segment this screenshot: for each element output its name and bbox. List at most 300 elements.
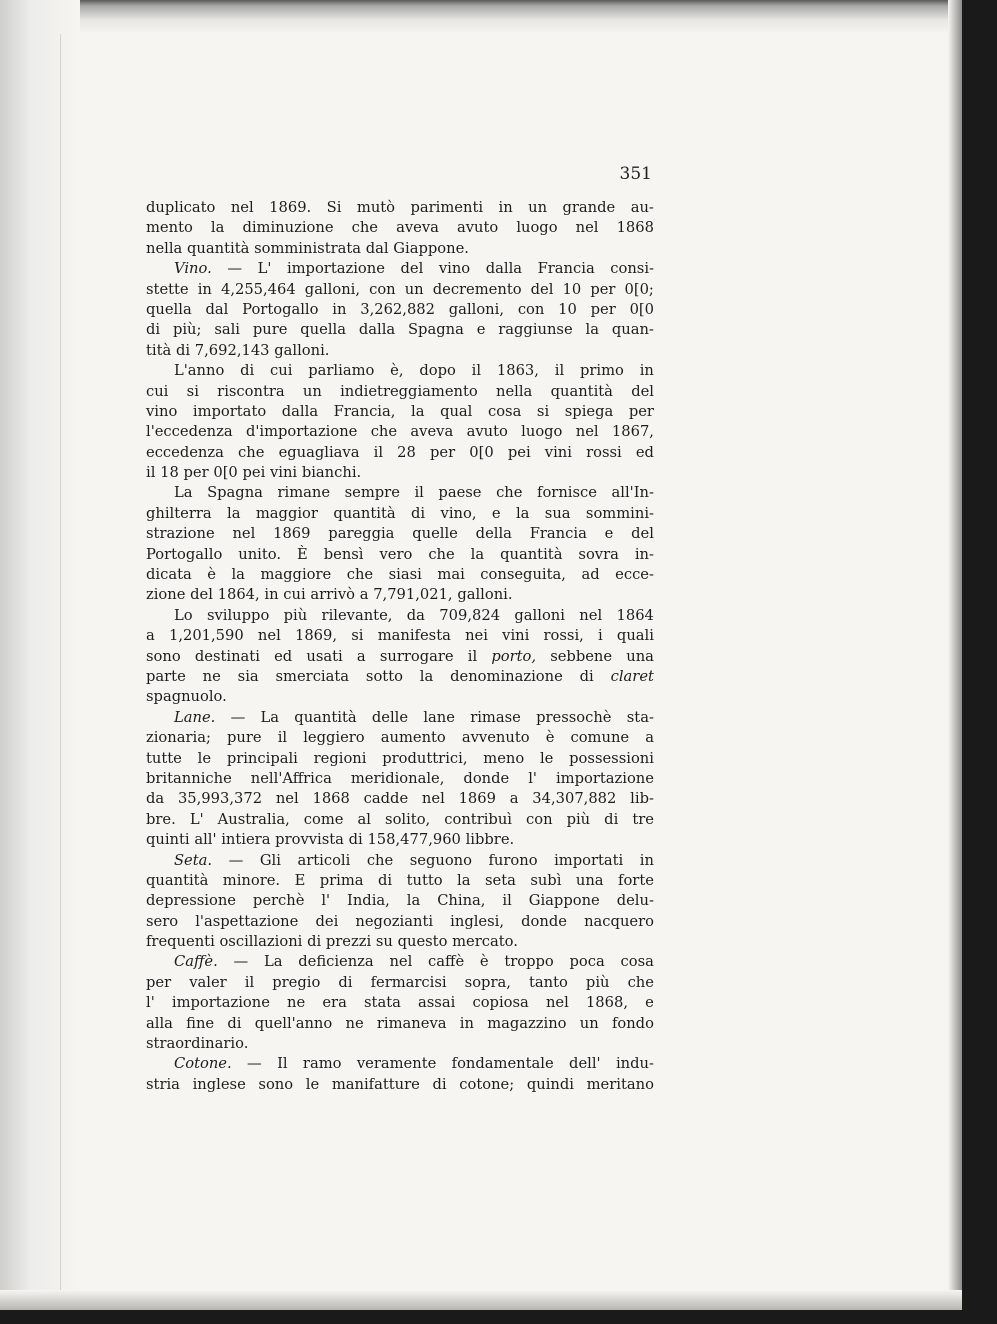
word: pure <box>227 729 262 747</box>
word: sommini- <box>585 504 654 522</box>
word: smerciata <box>275 667 350 685</box>
text-line <box>146 993 654 1013</box>
text-line <box>146 382 654 402</box>
text-line <box>146 708 654 728</box>
word: quantità <box>500 545 563 563</box>
word: nel <box>257 627 281 645</box>
word: luogo <box>521 423 563 441</box>
page-left-shadow <box>0 0 80 1310</box>
word: sviluppo <box>206 606 270 624</box>
word: porto, <box>491 647 537 665</box>
word: 1869 <box>273 525 311 543</box>
word: Australia, <box>217 810 290 828</box>
word: fondo <box>611 1014 654 1032</box>
word: L'anno <box>174 362 225 380</box>
word: Francia <box>529 525 587 543</box>
word: la <box>470 545 485 563</box>
word: 10 <box>562 280 582 298</box>
word: possessioni <box>569 749 654 767</box>
word: di <box>378 871 393 889</box>
word: su <box>375 933 393 951</box>
word: di <box>411 504 426 522</box>
word: dal <box>365 239 389 257</box>
word: nel <box>545 994 569 1012</box>
word: per <box>183 464 209 482</box>
word: — <box>247 1055 262 1073</box>
word: aveva <box>396 219 439 237</box>
word: rossi <box>586 443 622 461</box>
section-label: Lane. <box>174 708 216 726</box>
section-label: Seta. <box>174 851 213 869</box>
word: È <box>297 545 308 563</box>
word: prima <box>319 871 364 889</box>
word: vini <box>502 627 530 645</box>
word: il <box>414 484 424 502</box>
word: sia <box>237 667 259 685</box>
word: siasi <box>388 566 422 584</box>
word: sono <box>146 647 181 665</box>
text-line <box>146 1034 654 1054</box>
word: per <box>628 402 654 420</box>
word: L' <box>189 810 204 828</box>
text-line <box>146 1054 654 1074</box>
word: 1863, <box>496 362 539 380</box>
text-line <box>146 280 654 300</box>
word: del <box>631 382 654 400</box>
word: all' <box>194 831 217 849</box>
word: provvista <box>275 831 344 849</box>
word: nel <box>575 423 599 441</box>
word: e <box>476 321 486 339</box>
word: vino <box>146 402 178 420</box>
word: di <box>338 973 353 991</box>
word: galloni. <box>274 341 330 359</box>
word: si <box>186 382 199 400</box>
text-line <box>146 830 654 850</box>
word: cui <box>283 586 306 604</box>
word: bianchi. <box>301 464 362 482</box>
word: a <box>509 790 519 808</box>
word: la <box>515 504 530 522</box>
word: — <box>227 260 243 278</box>
word: solito, <box>385 810 431 828</box>
word: era <box>322 994 347 1012</box>
word: 1868 <box>616 219 654 237</box>
word: l' <box>321 892 331 910</box>
word: il <box>277 729 288 747</box>
word: magazzino <box>487 1014 567 1032</box>
word: e <box>645 994 654 1012</box>
word: libbre. <box>465 831 515 849</box>
word: tutte <box>146 749 182 767</box>
word: 1869, <box>294 627 338 645</box>
word: rimane <box>277 484 331 502</box>
text-line <box>146 545 654 565</box>
page-bottom-edge <box>0 1290 962 1310</box>
text-line <box>146 341 654 361</box>
word: è <box>479 953 489 971</box>
word: di <box>146 321 161 339</box>
word: di <box>227 1014 242 1032</box>
text-line <box>146 912 654 932</box>
word: produttrici, <box>382 749 468 767</box>
word: cotone; <box>459 1075 515 1093</box>
text-line <box>146 667 654 687</box>
word: il <box>244 973 255 991</box>
word: di <box>604 810 619 828</box>
word: nell'Affrica <box>250 769 332 787</box>
word: in <box>498 199 513 216</box>
word: deficienza <box>298 953 374 971</box>
word: Il <box>277 1055 288 1073</box>
word: quantità <box>187 239 250 257</box>
word: un <box>404 280 424 298</box>
word: stria <box>146 1075 180 1093</box>
word: è <box>207 566 216 584</box>
text-line <box>146 300 654 320</box>
word: fine <box>186 1014 215 1032</box>
word: quella <box>300 321 346 339</box>
word: nel <box>232 525 256 543</box>
word: forte <box>618 871 654 889</box>
word: in <box>639 362 654 380</box>
word: della <box>475 525 512 543</box>
word: 1869 <box>458 790 496 808</box>
word: più <box>566 810 591 828</box>
word: subì <box>530 871 562 889</box>
word: che <box>370 423 398 441</box>
word: quali <box>616 627 654 645</box>
word: strazione <box>146 525 215 543</box>
word: grande <box>562 199 616 216</box>
word: e <box>604 525 614 543</box>
word: 10 <box>558 300 577 318</box>
word: il <box>502 892 512 910</box>
text-line <box>146 218 654 238</box>
word: nel <box>575 219 599 237</box>
word: sta- <box>626 708 654 726</box>
word: da <box>406 606 425 624</box>
word: unito. <box>238 545 282 563</box>
word: Portogallo <box>146 545 223 563</box>
word: una <box>626 647 654 665</box>
word: nel <box>389 953 413 971</box>
word: spagnuolo. <box>146 688 227 706</box>
word: il <box>373 443 384 461</box>
word: 1864, <box>217 586 260 604</box>
word: perchè <box>252 892 305 910</box>
word: un <box>528 199 548 216</box>
word: in <box>332 300 347 318</box>
word: 0[0 <box>213 464 238 482</box>
text-line <box>146 973 654 993</box>
word: 0[0; <box>624 280 654 298</box>
text-line <box>146 198 654 218</box>
text-line <box>146 463 654 483</box>
word: che <box>238 443 265 461</box>
text-line <box>146 606 654 626</box>
text-line <box>146 259 654 279</box>
word: parimenti <box>410 199 484 216</box>
word: una <box>575 871 604 889</box>
word: spiega <box>564 402 614 420</box>
word: dalla <box>281 402 319 420</box>
word: di <box>175 341 191 359</box>
word: ne <box>202 667 221 685</box>
word: sali <box>214 321 241 339</box>
body-text <box>146 198 654 1095</box>
word: la <box>457 871 471 889</box>
word: importati <box>554 851 624 869</box>
word: pure <box>252 321 288 339</box>
word: 0[0 <box>469 443 494 461</box>
word: denominazione <box>450 667 563 685</box>
word: consi- <box>610 260 654 278</box>
text-line <box>146 789 654 809</box>
word: di <box>240 362 255 380</box>
text-line <box>146 891 654 911</box>
word: dell' <box>569 1055 601 1073</box>
word: sotto <box>365 667 403 685</box>
word: maggior <box>255 504 318 522</box>
word: 18 <box>160 464 179 482</box>
word: Si <box>326 199 342 216</box>
word: che <box>366 851 394 869</box>
word: tre <box>632 810 654 828</box>
word: un <box>579 1014 599 1032</box>
word: la <box>406 892 421 910</box>
word: meritano <box>586 1075 654 1093</box>
word: frequenti <box>146 933 215 951</box>
word: del <box>631 525 654 543</box>
word: 1869. <box>269 199 312 216</box>
word: pei <box>507 443 531 461</box>
word: all'In- <box>611 484 654 502</box>
word: fermarcisi <box>370 973 447 991</box>
word: ne <box>345 1014 364 1032</box>
word: bre. <box>146 810 176 828</box>
word: alla <box>146 1014 173 1032</box>
word: valer <box>189 973 227 991</box>
word: primo <box>579 362 624 380</box>
text-line <box>146 443 654 463</box>
word: vini <box>269 464 298 482</box>
word: al <box>357 810 371 828</box>
word: Portogallo <box>242 300 319 318</box>
word: per <box>146 973 172 991</box>
word: Francia <box>537 260 595 278</box>
page-top-shadow <box>0 0 962 34</box>
word: — <box>228 851 244 869</box>
word: au- <box>630 199 654 216</box>
word: stata <box>364 994 401 1012</box>
word: depressione <box>146 892 236 910</box>
word: indietreggiamento <box>340 382 478 400</box>
word: dicata <box>146 566 192 584</box>
word: vino, <box>440 504 477 522</box>
word: 709,824 <box>439 606 501 624</box>
word: il <box>146 464 156 482</box>
word: galloni. <box>457 586 513 604</box>
section-label: Cotone. <box>174 1055 232 1073</box>
word: dalla <box>358 321 396 339</box>
text-line <box>146 422 654 442</box>
word: dal <box>205 300 229 318</box>
word: nel <box>230 199 254 216</box>
word: zione <box>146 586 186 604</box>
word: dei <box>315 912 339 930</box>
section-label: Caffè. <box>174 953 218 971</box>
text-line <box>146 402 654 422</box>
word: 7,791,021, <box>373 586 453 604</box>
word: luogo <box>516 219 558 237</box>
word: la <box>419 667 434 685</box>
word: L' <box>257 260 272 278</box>
word: il <box>467 647 478 665</box>
word: che <box>627 973 654 991</box>
text-line <box>146 504 654 524</box>
word: un <box>302 382 322 400</box>
text-line <box>146 647 654 667</box>
word: con <box>526 810 553 828</box>
word: cui <box>146 382 169 400</box>
word: lib- <box>630 790 654 808</box>
word: quantità <box>146 871 209 889</box>
word: la <box>411 402 425 420</box>
word: paese <box>438 484 482 502</box>
word: sua <box>544 504 571 522</box>
word: fondamentale <box>451 1055 554 1073</box>
text-line <box>146 810 654 830</box>
word: delle <box>371 708 409 726</box>
word: pressochè <box>536 708 612 726</box>
word: oscillazioni <box>219 933 303 951</box>
word: in <box>639 851 654 869</box>
word: zionaria; <box>146 729 211 747</box>
word: è <box>545 729 555 747</box>
word: l' <box>528 769 537 787</box>
word: nel <box>421 790 445 808</box>
word: surrogare <box>379 647 454 665</box>
word: 7,692,143 <box>194 341 270 359</box>
word: riscontra <box>217 382 285 400</box>
word: il <box>554 362 565 380</box>
text-line <box>146 565 654 585</box>
word: pareggia <box>328 525 395 543</box>
word: meno <box>483 749 525 767</box>
word: del <box>190 586 213 604</box>
word: delu- <box>616 892 654 910</box>
word: contribuì <box>444 810 512 828</box>
word: vini <box>544 443 572 461</box>
word: si <box>351 627 364 645</box>
word: più <box>283 606 308 624</box>
word: quella <box>146 300 192 318</box>
word: sono <box>258 1075 294 1093</box>
word: in <box>197 280 212 298</box>
text-line <box>146 851 654 871</box>
word: di <box>348 831 363 849</box>
word: 158,477,960 <box>367 831 461 849</box>
word: quan- <box>611 321 654 339</box>
word: tità <box>146 341 172 359</box>
word: in <box>264 586 279 604</box>
page-number: 351 <box>619 164 652 184</box>
word: in- <box>634 545 654 563</box>
word: stette <box>146 280 189 298</box>
word: aumento <box>380 729 446 747</box>
word: aveva <box>410 423 454 441</box>
word: più <box>585 973 610 991</box>
word: a <box>356 647 366 665</box>
word: nella <box>146 239 183 257</box>
word: per <box>590 300 616 318</box>
word: quantità <box>294 708 357 726</box>
word: dalla <box>485 260 523 278</box>
word: ecce- <box>615 566 654 584</box>
word: eccedenza <box>146 443 224 461</box>
word: nel <box>579 606 603 624</box>
word: cadde <box>363 790 409 808</box>
word: il <box>471 362 482 380</box>
word: cui <box>270 362 293 380</box>
word: di <box>432 1075 447 1093</box>
word: India, <box>347 892 390 910</box>
word: decremento <box>432 280 522 298</box>
word: 1868 <box>312 790 350 808</box>
text-line <box>146 769 654 789</box>
word: tanto <box>528 973 568 991</box>
word: negozianti <box>355 912 434 930</box>
text-line <box>146 626 654 646</box>
word: indu- <box>615 1055 654 1073</box>
word: meridionale, <box>350 769 445 787</box>
word: avuto <box>466 423 508 441</box>
word: l' <box>146 994 155 1012</box>
text-line <box>146 239 654 259</box>
word: manifesta <box>377 627 451 645</box>
word: caffè <box>428 953 465 971</box>
word: le <box>539 749 554 767</box>
word: cosa <box>487 402 522 420</box>
word: 28 <box>397 443 416 461</box>
word: sovra <box>578 545 619 563</box>
word: usati <box>306 647 343 665</box>
word: diminuzione <box>242 219 334 237</box>
word: quantità <box>550 382 613 400</box>
word: inglese <box>192 1075 246 1093</box>
word: 1868, <box>585 994 629 1012</box>
word: poca <box>569 953 605 971</box>
word: come <box>303 810 344 828</box>
word: galloni, <box>304 280 361 298</box>
page-right-edge <box>948 0 962 1310</box>
word: 34,307,882 <box>532 790 617 808</box>
word: la <box>231 566 245 584</box>
word: mento <box>146 219 193 237</box>
word: Francia, <box>333 402 396 420</box>
word: quantità <box>333 504 396 522</box>
word: — <box>230 708 246 726</box>
word: China, <box>437 892 486 910</box>
word: assai <box>418 994 456 1012</box>
word: ne <box>287 994 306 1012</box>
word: seguono <box>409 851 472 869</box>
word: la <box>585 321 599 339</box>
word: raggiunse <box>498 321 573 339</box>
word: ed <box>635 443 654 461</box>
word: che <box>346 566 374 584</box>
